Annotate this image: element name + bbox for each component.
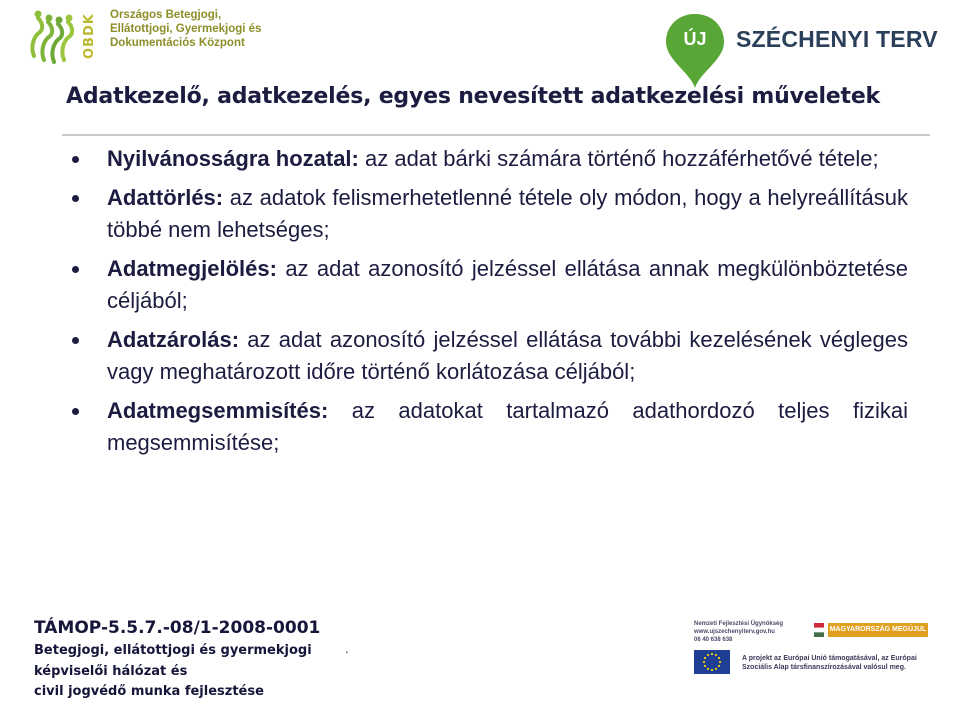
bullet-icon bbox=[72, 408, 79, 415]
project-description-line: civil jogvédő munka fejlesztése bbox=[34, 684, 264, 699]
definition-term: Nyilvánosságra hozatal: bbox=[107, 146, 359, 171]
page-title: Adatkezelő, adatkezelés, egyes nevesített adatkezelési műveletek bbox=[66, 84, 880, 109]
slogan-text: MAGYARORSZÁG MEGÚJUL bbox=[829, 626, 927, 633]
eu-funding-line: A projekt az Európai Unió támogatásával, az Európai bbox=[742, 655, 917, 662]
project-footer bbox=[34, 615, 320, 703]
definition-text: az adatokat tartalmazó adathordozó teljes fizikai megsemmisítése; bbox=[107, 398, 908, 455]
funding-panel bbox=[680, 614, 930, 694]
agency-line: www.ujszechenyiterv.gov.hu bbox=[694, 629, 775, 635]
obdk-name-line: Országos Betegjogi, bbox=[110, 9, 222, 21]
eu-funding-line: Szociális Alap társfinanszírozásával valósul meg. bbox=[742, 664, 906, 671]
szechenyi-badge-text: ÚJ bbox=[683, 29, 707, 49]
definition-text: az adatok felismerhetetlenné tétele oly módon, hogy a helyreállításuk többé nem lehetséges; bbox=[107, 185, 908, 242]
footer-dot: . bbox=[345, 641, 349, 656]
obdk-name bbox=[110, 8, 261, 50]
definition-item bbox=[72, 182, 908, 246]
bullet-icon bbox=[72, 337, 79, 344]
project-code: TÁMOP-5.5.7.-08/1-2008-0001 bbox=[34, 618, 321, 638]
obdk-swirl-icon bbox=[28, 6, 86, 68]
definition-item bbox=[72, 395, 908, 459]
bullet-icon bbox=[72, 195, 79, 202]
agency-line: Nemzeti Fejlesztési Ügynökség bbox=[694, 621, 784, 627]
definition-text: az adat azonosító jelzéssel ellátása annak megkülönböztetése céljából; bbox=[107, 256, 908, 313]
definition-text: az adat azonosító jelzéssel ellátása további kezelésének végleges vagy meghatározott időre történő korlátozása céljából; bbox=[107, 327, 908, 384]
definition-term: Adatmegsemmisítés: bbox=[107, 398, 329, 423]
obdk-abbreviation: OBDK bbox=[82, 13, 97, 59]
title-divider bbox=[62, 134, 930, 136]
definition-item bbox=[72, 143, 908, 175]
slogan-banner bbox=[828, 623, 928, 637]
hungarian-flag-icon bbox=[814, 623, 824, 637]
obdk-logo bbox=[28, 6, 278, 68]
project-description-line: Betegjogi, ellátottjogi és gyermekjogi bbox=[34, 643, 312, 658]
szechenyi-name: SZÉCHENYI TERV bbox=[736, 26, 938, 52]
obdk-name-line: Ellátottjogi, Gyermekjogi és bbox=[110, 23, 262, 35]
agency-info bbox=[694, 620, 783, 644]
szechenyi-terv-logo bbox=[660, 10, 940, 90]
definition-item bbox=[72, 253, 908, 317]
project-description-line: képviselői hálózat és bbox=[34, 663, 188, 679]
eu-funding-note bbox=[742, 654, 917, 672]
definition-term: Adatmegjelölés: bbox=[107, 256, 277, 281]
bullet-icon bbox=[72, 156, 79, 163]
definition-item bbox=[72, 324, 908, 388]
definition-text: az adat bárki számára történő hozzáférhetővé tétele; bbox=[358, 146, 879, 171]
bullet-icon bbox=[72, 266, 79, 273]
definition-list bbox=[72, 143, 908, 466]
eu-flag-icon bbox=[694, 650, 730, 674]
obdk-name-line: Dokumentációs Központ bbox=[110, 37, 245, 49]
map-pin-icon bbox=[660, 10, 730, 90]
definition-term: Adattörlés: bbox=[107, 185, 224, 210]
agency-line: 06 40 638 638 bbox=[694, 637, 733, 643]
definition-term: Adatzárolás: bbox=[107, 327, 240, 352]
